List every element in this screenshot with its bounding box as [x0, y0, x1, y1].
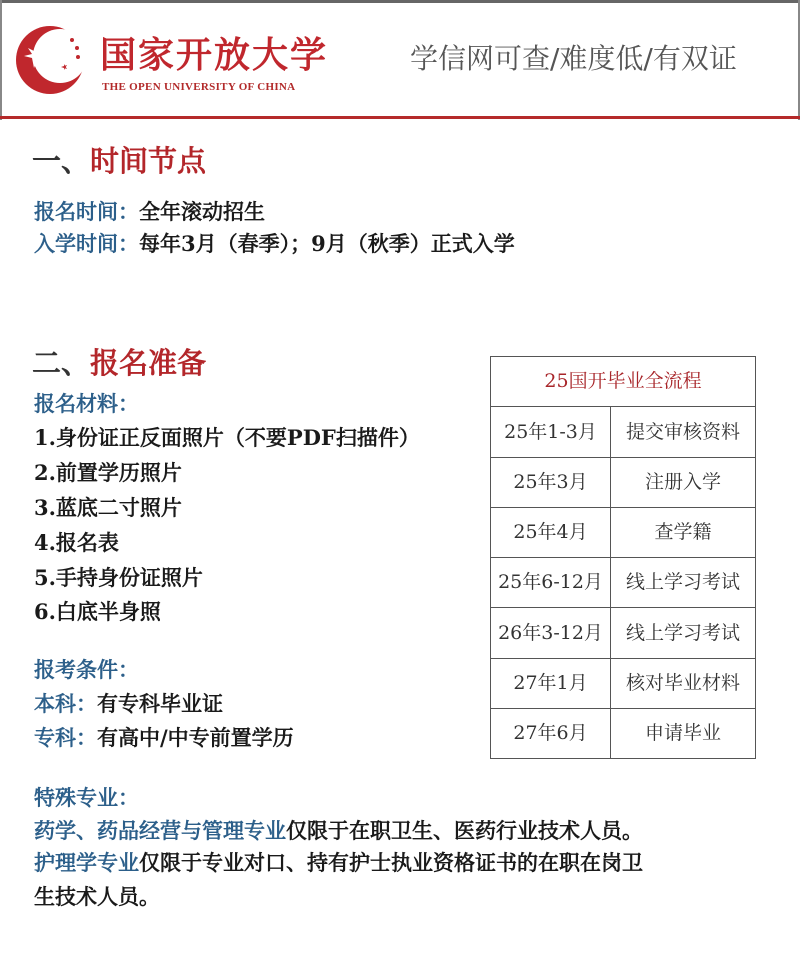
table-row [491, 658, 756, 708]
university-name-en: THE OPEN UNIVERSITY OF CHINA [102, 81, 296, 93]
value: 仅限于在职卫生、医药行业技术人员。 [286, 818, 643, 843]
value: 仅限于专业对口、持有护士执业资格证书的在职在岗卫 [139, 850, 643, 875]
university-name: 国家开放大学 [100, 35, 329, 76]
label: 报名时间： [34, 199, 139, 224]
step-cell: 注册入学 [611, 457, 756, 507]
special-nursing-cont: 生技术人员。 [34, 884, 160, 909]
material-item: 2.前置学历照片 [34, 460, 182, 485]
date-cell: 27年6月 [491, 709, 611, 759]
label: 专科： [34, 725, 97, 750]
header-divider [0, 116, 800, 119]
condition-bachelor [34, 690, 223, 717]
section-heading-preparation [32, 346, 206, 381]
value: 有高中/中专前置学历 [97, 725, 294, 750]
special-nursing [34, 849, 643, 876]
label: 护理学专业 [34, 850, 139, 875]
section-number: 一、 [32, 144, 91, 178]
date-cell: 25年6-12月 [491, 558, 611, 608]
value: 全年滚动招生 [139, 199, 265, 224]
step-cell: 核对毕业材料 [611, 658, 756, 708]
material-item: 1.身份证正反面照片（不要PDF扫描件） [34, 425, 420, 450]
left-border [0, 0, 2, 120]
step-cell: 查学籍 [611, 507, 756, 557]
conditions-label: 报考条件： [34, 657, 139, 682]
special-pharmacy [34, 817, 643, 844]
label: 入学时间： [34, 231, 139, 256]
admission-time-row [34, 230, 515, 257]
label: 药学、药品经营与管理专业 [34, 818, 286, 843]
date-cell: 26年3-12月 [491, 608, 611, 658]
date-cell: 25年4月 [491, 507, 611, 557]
step-cell: 提交审核资料 [611, 407, 756, 457]
enroll-time-row [34, 198, 265, 225]
material-item: 6.白底半身照 [34, 599, 161, 624]
step-cell: 线上学习考试 [611, 608, 756, 658]
top-border [0, 0, 800, 3]
special-label: 特殊专业： [34, 785, 139, 810]
label: 本科： [34, 691, 97, 716]
graduation-timeline-table [490, 356, 756, 759]
material-item: 3.蓝底二寸照片 [34, 495, 182, 520]
tagline: 学信网可查/难度低/有双证 [410, 42, 737, 75]
material-item: 5.手持身份证照片 [34, 565, 203, 590]
step-cell: 线上学习考试 [611, 558, 756, 608]
section-number: 二、 [32, 346, 91, 380]
table-row [491, 709, 756, 759]
section-title: 时间节点 [90, 144, 207, 178]
table-row [491, 608, 756, 658]
material-item: 4.报名表 [34, 530, 119, 555]
value: 有专科毕业证 [97, 691, 223, 716]
table-header-row [491, 357, 756, 407]
materials-label: 报名材料： [34, 391, 139, 416]
table-title: 25国开毕业全流程 [491, 357, 756, 407]
table-row [491, 507, 756, 557]
date-cell: 25年3月 [491, 457, 611, 507]
section-heading-timeline [32, 144, 206, 179]
step-cell: 申请毕业 [611, 709, 756, 759]
university-logo-icon [14, 24, 86, 96]
table-row [491, 457, 756, 507]
condition-associate [34, 724, 294, 751]
section-title: 报名准备 [90, 346, 207, 380]
date-cell: 25年1-3月 [491, 407, 611, 457]
table-row [491, 407, 756, 457]
date-cell: 27年1月 [491, 658, 611, 708]
value: 每年3月（春季）；9月（秋季）正式入学 [139, 231, 515, 256]
table-row [491, 558, 756, 608]
